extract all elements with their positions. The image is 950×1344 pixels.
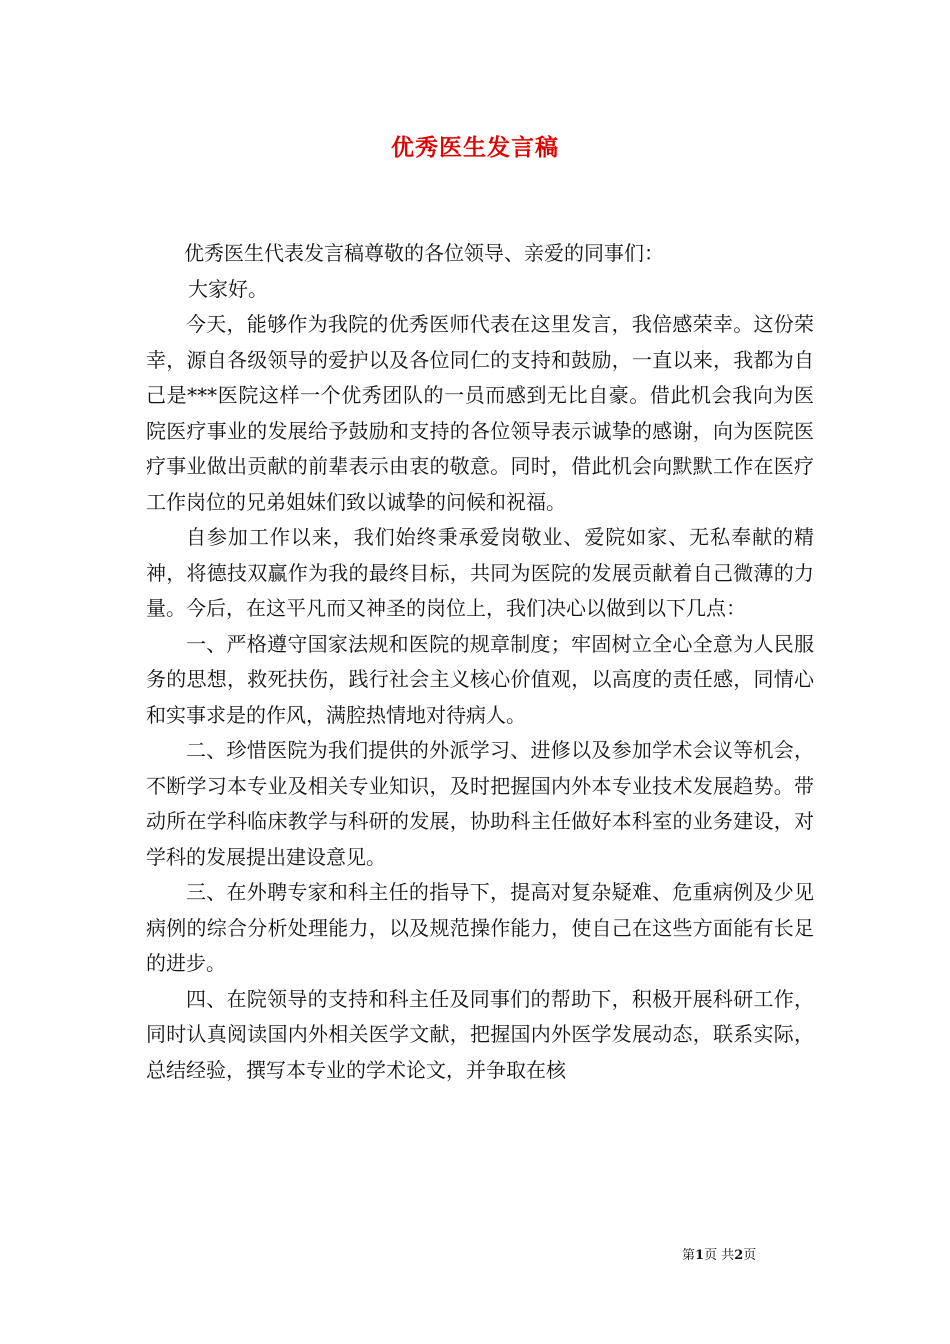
paragraph-salutation: 优秀医生代表发言稿尊敬的各位领导、亲爱的同事们： xyxy=(184,241,664,265)
footer-suffix: 页 xyxy=(743,1248,757,1263)
paragraph-point-three: 三、在外聘专家和科主任的指导下，提高对复杂疑难、危重病例及少见病例的综合分析处理能力，以及规范操作能力，使自己在这些方面能有长足的进步。 xyxy=(146,880,814,975)
footer-middle: 页 共 xyxy=(704,1248,735,1263)
paragraph-honor: 今天，能够作为我院的优秀医师代表在这里发言，我倍感荣幸。这份荣幸，源自各级领导的爱护以及各位同仁的支持和鼓励，一直以来，我都为自己是***医院这样一个优秀团队的一员而感到无比自豪。借此机会我向为医院医疗事业的发展给予鼓励和支持的各位领导表示诚挚的感谢，向为医院医疗事业做出贡献的前辈表示由衷的敬意。同时，借此机会向默默工作在医疗工作岗位的兄弟姐妹们致以诚挚的问候和祝福。 xyxy=(146,312,814,514)
document-body xyxy=(146,236,814,1088)
paragraph-point-one: 一、严格遵守国家法规和医院的规章制度；牢固树立全心全意为人民服务的思想，救死扶伤，践行社会主义核心价值观，以高度的责任感，同情心和实事求是的作风，满腔热情地对待病人。 xyxy=(146,631,814,727)
page-footer xyxy=(682,1246,822,1266)
paragraph-greeting: 大家好。 xyxy=(188,276,268,301)
footer-current-page: 1 xyxy=(695,1248,705,1263)
paragraph-commitment: 自参加工作以来，我们始终秉承爱岗敬业、爱院如家、无私奉献的精神，将德技双赢作为我的最终目标，共同为医院的发展贡献着自己微薄的力量。今后，在这平凡而又神圣的岗位上，我们决心以做到以下几点： xyxy=(146,525,814,620)
paragraph-point-four: 四、在院领导的支持和科主任及同事们的帮助下，积极开展科研工作，同时认真阅读国内外相关医学文献，把握国内外医学发展动态，联系实际，总结经验，撰写本专业的学术论文，并争取在核 xyxy=(146,986,814,1082)
paragraph-point-two: 二、珍惜医院为我们提供的外派学习、进修以及参加学术会议等机会，不断学习本专业及相关专业知识，及时把握国内外本专业技术发展趋势。带动所在学科临床教学与科研的发展，协助科主任做好本科室的业务建设，对学科的发展提出建设意见。 xyxy=(146,738,814,869)
footer-total-pages: 2 xyxy=(734,1248,744,1263)
footer-prefix: 第 xyxy=(682,1248,696,1263)
document-title: 优秀医生发言稿 xyxy=(391,134,559,161)
